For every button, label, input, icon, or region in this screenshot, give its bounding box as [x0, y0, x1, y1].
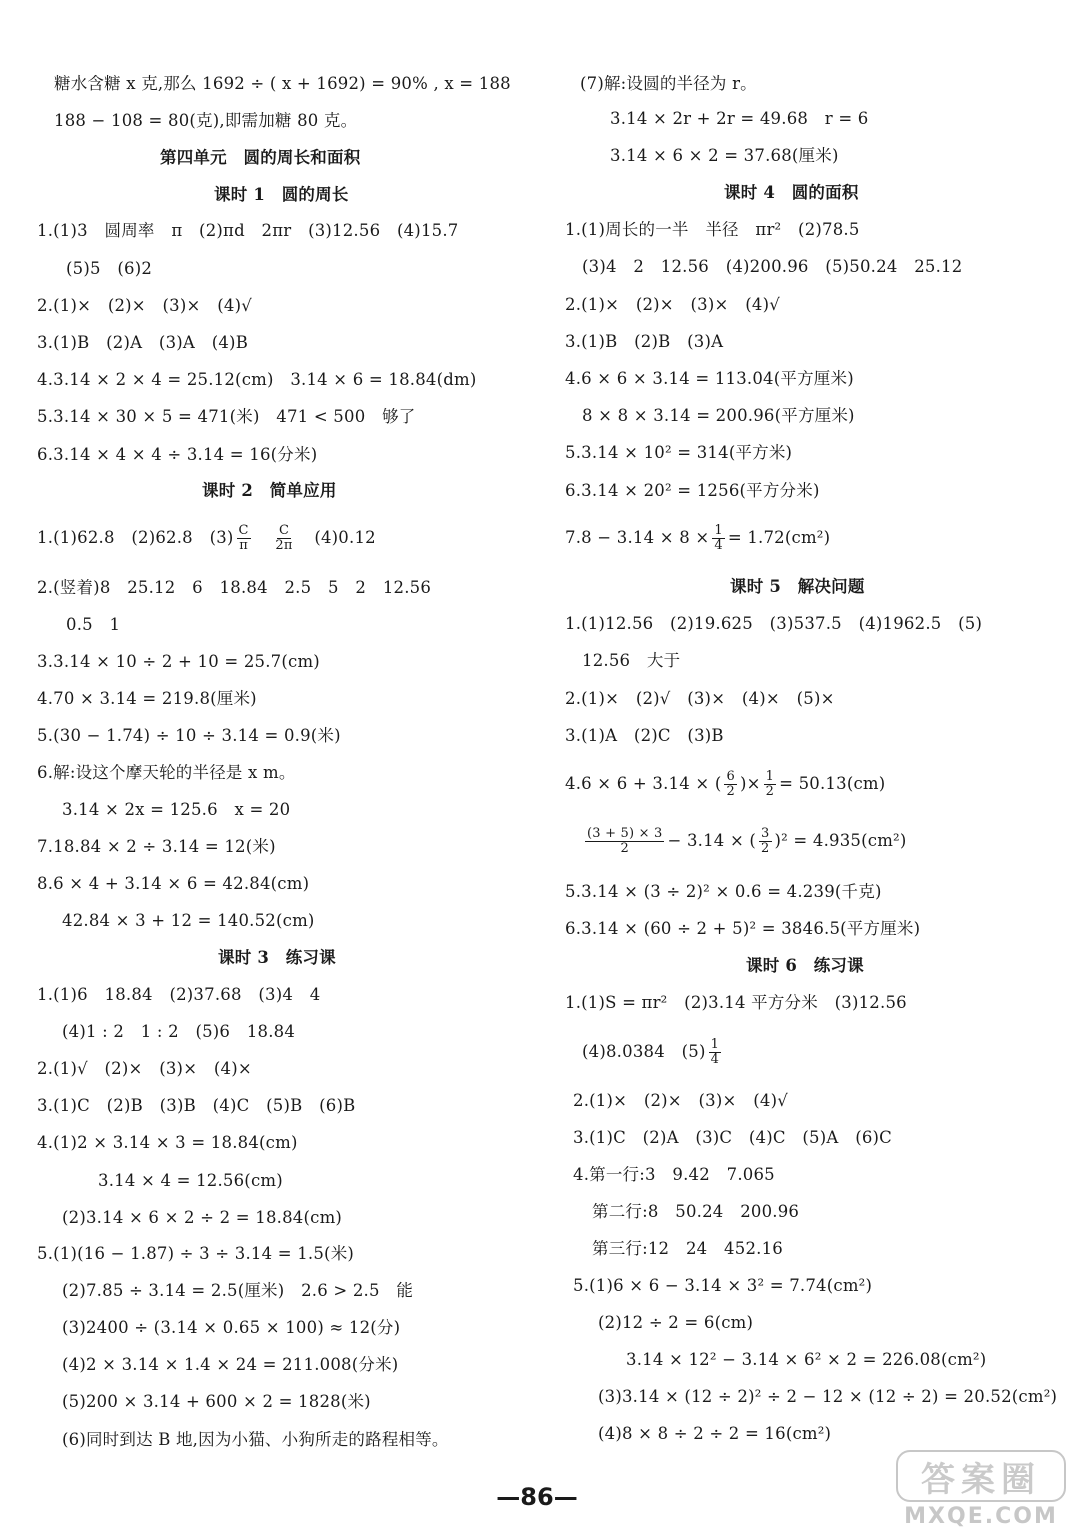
fraction-numerator: 1 [710, 1036, 720, 1052]
fraction [764, 770, 776, 799]
fraction-numerator: (3 + 5) × 3 [587, 825, 663, 841]
answer-line: 42.84 × 3 + 12 = 140.52(cm) [62, 911, 315, 930]
answer-text: 1.(1)62.8 (2)62.8 (3) [37, 528, 234, 547]
answer-text: (4)0.12 [297, 528, 376, 547]
answer-line: 6.解:设这个摩天轮的半径是 x m。 [37, 763, 296, 782]
answer-line: (3)4 2 12.56 (4)200.96 (5)50.24 25.12 [582, 257, 963, 276]
answer-line: 6.3.14 × 20² = 1256(平方分米) [565, 481, 820, 500]
answer-line: 5.(1)6 × 6 − 3.14 × 3² = 7.74(cm²) [573, 1276, 873, 1295]
answer-line: 1.(1)周长的一半 半径 πr² (2)78.5 [565, 220, 860, 239]
answer-line: (6)同时到达 B 地,因为小猫、小狗所走的路程相等。 [62, 1430, 449, 1449]
answer-line [582, 826, 907, 856]
answer-text: )² = 4.935(cm²) [774, 831, 907, 850]
watermark-text: 答案圈 [896, 1450, 1066, 1502]
answer-line: 5.(1)(16 − 1.87) ÷ 3 ÷ 3.14 = 1.5(米) [37, 1244, 355, 1263]
answer-line: 12.56 大于 [582, 651, 681, 670]
answer-line: 5.3.14 × 10² = 314(平方米) [565, 443, 793, 462]
section-heading: 课时 5 解决问题 [730, 577, 865, 596]
answer-line: 3.14 × 12² − 3.14 × 6² × 2 = 226.08(cm²) [626, 1350, 987, 1369]
fraction-numerator: C [238, 522, 249, 538]
section-heading: 课时 6 练习课 [746, 956, 864, 975]
answer-text: (4)8.0384 (5) [582, 1042, 706, 1061]
answer-line: 188 − 108 = 80(克),即需加糖 80 克。 [54, 111, 358, 130]
section-heading: 课时 4 圆的面积 [724, 183, 859, 202]
answer-line: 4.6 × 6 × 3.14 = 113.04(平方厘米) [565, 369, 854, 388]
answer-line: (5)200 × 3.14 + 600 × 2 = 1828(米) [62, 1392, 371, 1411]
answer-line: 5.(30 − 1.74) ÷ 10 ÷ 3.14 = 0.9(米) [37, 726, 341, 745]
fraction [237, 524, 251, 553]
answer-line: 8.6 × 4 + 3.14 × 6 = 42.84(cm) [37, 874, 310, 893]
answer-line: 3.(1)A (2)C (3)B [565, 726, 724, 745]
answer-line: 3.14 × 6 × 2 = 37.68(厘米) [610, 146, 839, 165]
answer-line: (4)8 × 8 ÷ 2 ÷ 2 = 16(cm²) [598, 1424, 832, 1443]
answer-line: 2.(竖着)8 25.12 6 18.84 2.5 5 2 12.56 [37, 578, 432, 597]
answer-line: (7)解:设圆的半径为 r。 [580, 74, 757, 93]
answer-line: 7.18.84 × 2 ÷ 3.14 = 12(米) [37, 837, 276, 856]
answer-line: 1.(1)12.56 (2)19.625 (3)537.5 (4)1962.5 (5) [565, 614, 983, 633]
fraction-denominator: 2 [726, 783, 735, 799]
answer-line: 第二行:8 50.24 200.96 [592, 1202, 800, 1221]
answer-line [565, 769, 885, 799]
answer-line: 4.(1)2 × 3.14 × 3 = 18.84(cm) [37, 1133, 298, 1152]
answer-line: 6.3.14 × (60 ÷ 2 + 5)² = 3846.5(平方厘米) [565, 919, 921, 938]
fraction-numerator: 1 [765, 768, 775, 784]
answer-line: 2.(1)× (2)× (3)× (4)√ [37, 296, 252, 315]
answer-line: (4)2 × 3.14 × 1.4 × 24 = 211.008(分米) [62, 1355, 399, 1374]
answer-line: 3.(1)C (2)A (3)C (4)C (5)A (6)C [573, 1128, 893, 1147]
fraction [724, 770, 736, 799]
fraction [273, 524, 294, 553]
fraction-numerator: C [278, 522, 290, 538]
watermark-url: MXQE.COM [904, 1504, 1058, 1529]
watermark-logo [896, 1450, 1066, 1532]
answer-line [37, 523, 376, 553]
fraction [712, 524, 724, 553]
answer-line: 2.(1)√ (2)× (3)× (4)× [37, 1059, 252, 1078]
answer-line: (3)3.14 × (12 ÷ 2)² ÷ 2 − 12 × (12 ÷ 2) = 20.52(cm²) [598, 1387, 1058, 1406]
answer-text: − 3.14 × ( [667, 831, 757, 850]
answer-line: 第三行:12 24 452.16 [592, 1239, 783, 1258]
answer-line: 6.3.14 × 4 × 4 ÷ 3.14 = 16(分米) [37, 445, 318, 464]
answer-line: 3.14 × 2x = 125.6 x = 20 [62, 800, 291, 819]
answer-line: 4.第一行:3 9.42 7.065 [573, 1165, 775, 1184]
fraction-denominator: 4 [714, 537, 723, 553]
fraction-denominator: 2π [275, 537, 293, 553]
answer-line: 4.70 × 3.14 = 219.8(厘米) [37, 689, 257, 708]
fraction-numerator: 3 [761, 825, 770, 841]
answer-text: )× [739, 774, 761, 793]
section-heading: 课时 2 简单应用 [202, 481, 337, 500]
answer-line [565, 523, 830, 553]
fraction-denominator: 4 [710, 1051, 720, 1067]
section-heading: 课时 3 练习课 [218, 948, 336, 967]
section-heading: 课时 1 圆的周长 [214, 185, 349, 204]
fraction-denominator: 2 [765, 783, 775, 799]
answer-line: 2.(1)× (2)× (3)× (4)√ [573, 1091, 788, 1110]
answer-line: 8 × 8 × 3.14 = 200.96(平方厘米) [582, 406, 855, 425]
answer-line: 1.(1)3 圆周率 π (2)πd 2πr (3)12.56 (4)15.7 [37, 221, 459, 240]
answer-line: (3)2400 ÷ (3.14 × 0.65 × 100) ≈ 12(分) [62, 1318, 401, 1337]
answer-line: 2.(1)× (2)√ (3)× (4)× (5)× [565, 689, 835, 708]
answer-text: 7.8 − 3.14 × 8 × [565, 528, 710, 547]
answer-text: 4.6 × 6 + 3.14 × ( [565, 774, 722, 793]
page-number: —86— [496, 1483, 578, 1511]
answer-line: 3.14 × 2r + 2r = 49.68 r = 6 [610, 109, 869, 128]
section-heading: 第四单元 圆的周长和面积 [160, 148, 361, 167]
answer-line [582, 1037, 724, 1067]
answer-line: (5)5 (6)2 [66, 259, 153, 278]
answer-line: 0.5 1 [66, 615, 121, 634]
answer-line: 糖水含糖 x 克,那么 1692 ÷ ( x + 1692) = 90% , x = 188 [54, 74, 511, 93]
answer-line: (2)3.14 × 6 × 2 ÷ 2 = 18.84(cm) [62, 1208, 343, 1227]
answer-line: (2)12 ÷ 2 = 6(cm) [598, 1313, 754, 1332]
fraction [585, 827, 664, 856]
answer-line: (2)7.85 ÷ 3.14 = 2.5(厘米) 2.6 > 2.5 能 [62, 1281, 414, 1300]
answer-line: 5.3.14 × (3 ÷ 2)² × 0.6 = 4.239(千克) [565, 882, 882, 901]
fraction-numerator: 6 [726, 768, 735, 784]
answer-text: = 50.13(cm) [779, 774, 886, 793]
fraction-numerator: 1 [714, 522, 723, 538]
fraction-denominator: π [239, 537, 248, 553]
answer-line: 3.(1)B (2)B (3)A [565, 332, 724, 351]
answer-line: 3.3.14 × 10 ÷ 2 + 10 = 25.7(cm) [37, 652, 320, 671]
fraction-denominator: 2 [761, 840, 770, 856]
answer-line: 3.14 × 4 = 12.56(cm) [98, 1171, 283, 1190]
answer-line: 5.3.14 × 30 × 5 = 471(米) 471 < 500 够了 [37, 407, 416, 426]
answer-text: = 1.72(cm²) [727, 528, 831, 547]
answer-line: 1.(1)6 18.84 (2)37.68 (3)4 4 [37, 985, 321, 1004]
answer-line: (4)1 : 2 1 : 2 (5)6 18.84 [62, 1022, 296, 1041]
fraction-denominator: 2 [620, 840, 629, 856]
answer-line: 4.3.14 × 2 × 4 = 25.12(cm) 3.14 × 6 = 18.84(dm) [37, 370, 477, 389]
answer-line: 1.(1)S = πr² (2)3.14 平方分米 (3)12.56 [565, 993, 907, 1012]
answer-line: 3.(1)B (2)A (3)A (4)B [37, 333, 249, 352]
fraction [759, 827, 771, 856]
fraction [709, 1038, 721, 1067]
answer-line: 3.(1)C (2)B (3)B (4)C (5)B (6)B [37, 1096, 356, 1115]
answer-text [254, 526, 271, 550]
answer-line: 2.(1)× (2)× (3)× (4)√ [565, 295, 780, 314]
